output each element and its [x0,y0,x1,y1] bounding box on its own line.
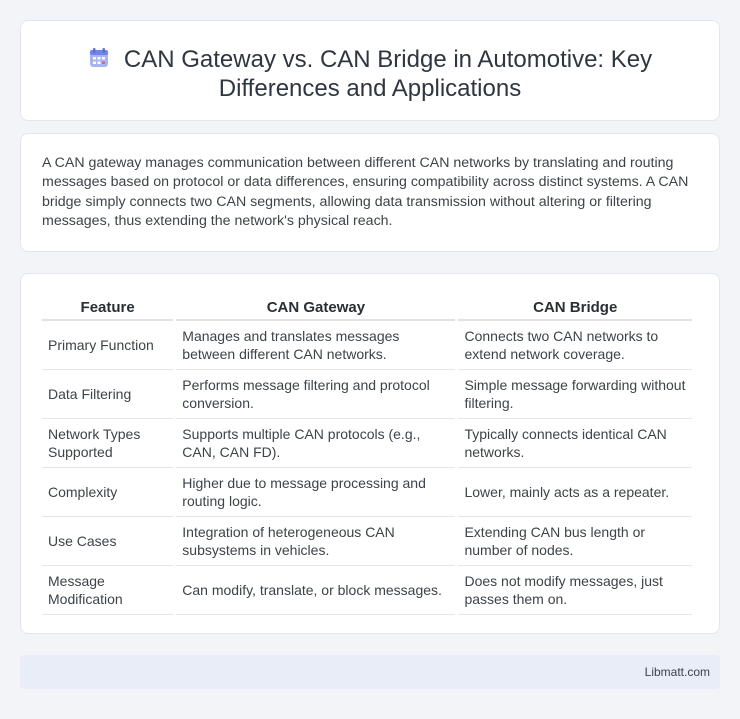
title-card [20,20,720,121]
feature-cell: Network Types Supported [42,419,173,468]
feature-cell: Primary Function [42,321,173,370]
page-title [21,45,719,103]
bridge-cell: Typically connects identical CAN networks. [458,419,692,468]
gateway-cell: Manages and translates messages between different CAN networks. [176,321,455,370]
table-header-row [42,296,692,321]
feature-cell: Message Modification [42,566,173,615]
title-line-1: CAN Gateway vs. CAN Bridge in Automotive: Key [123,46,653,73]
bridge-cell: Lower, mainly acts as a repeater. [458,468,692,517]
table-row [42,566,692,615]
comparison-table [39,296,695,615]
header-feature: Feature [42,296,173,321]
gateway-cell: Performs message filtering and protocol conversion. [176,370,455,419]
feature-cell: Data Filtering [42,370,173,419]
footer-brand-link[interactable]: Libmatt.com [644,665,710,679]
table-row [42,468,692,517]
bridge-cell: Connects two CAN networks to extend network coverage. [458,321,692,370]
gateway-cell: Can modify, translate, or block messages. [176,566,455,615]
title-line-2: Differences and Applications [218,75,522,102]
intro-card [20,133,720,252]
comparison-card [20,273,720,634]
calendar-icon [88,47,110,69]
bridge-cell: Does not modify messages, just passes them on. [458,566,692,615]
feature-cell: Complexity [42,468,173,517]
bridge-cell: Extending CAN bus length or number of nodes. [458,517,692,566]
header-can-gateway: CAN Gateway [176,296,455,321]
table-row [42,517,692,566]
table-row [42,321,692,370]
bridge-cell: Simple message forwarding without filtering. [458,370,692,419]
footer-bar [20,655,720,689]
feature-cell: Use Cases [42,517,173,566]
table-row [42,419,692,468]
gateway-cell: Higher due to message processing and routing logic. [176,468,455,517]
header-can-bridge: CAN Bridge [458,296,692,321]
gateway-cell: Supports multiple CAN protocols (e.g., CAN, CAN FD). [176,419,455,468]
gateway-cell: Integration of heterogeneous CAN subsystems in vehicles. [176,517,455,566]
intro-paragraph: A CAN gateway manages communication between different CAN networks by translating and routing messages based on protocol or data differences, ensuring compatibility across distinct systems. A CAN bridge simply connects two CAN segments, allowing data transmission without altering or filtering messages, thus extending the network's physical reach. [42,155,689,230]
table-row [42,370,692,419]
